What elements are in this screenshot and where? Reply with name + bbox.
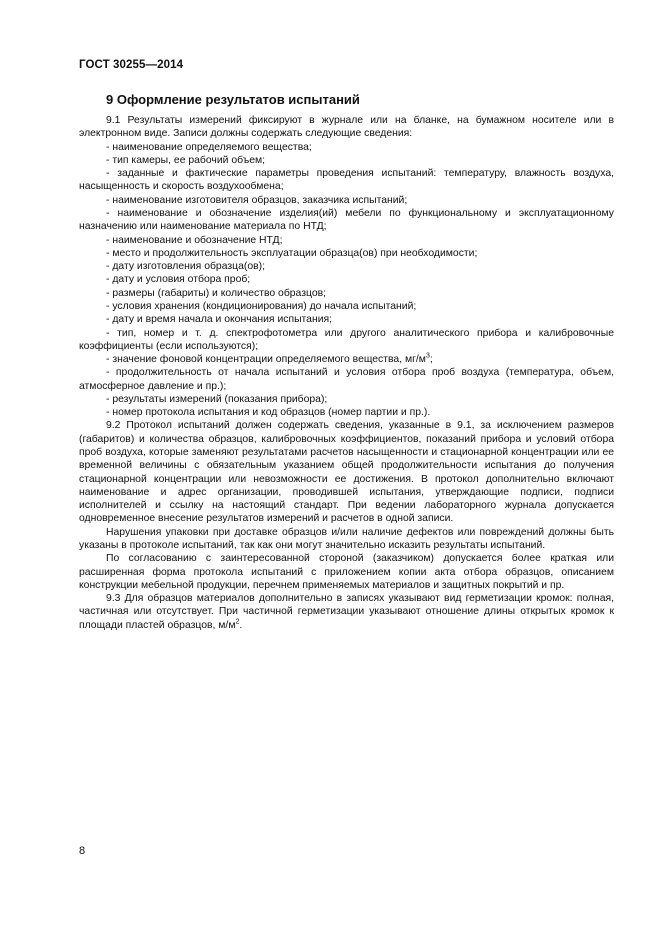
list-item: - результаты измерений (показания прибора); bbox=[106, 393, 328, 405]
punctuation: . bbox=[239, 619, 243, 631]
list-item: - номер протокола испытания и код образцов (номер партии и пр.). bbox=[106, 407, 431, 419]
section-title: 9 Оформление результатов испытаний bbox=[106, 92, 360, 107]
list-item: - заданные и фактические параметры проведения испытаний: температуру, влажность воздуха, насыщенность и скорость воздухообмена; bbox=[79, 168, 614, 193]
list-item: - условия хранения (кондиционирования) до начала испытаний; bbox=[106, 300, 417, 312]
page-number: 8 bbox=[79, 845, 86, 857]
list-item: - наименование и обозначение изделия(ий) мебели по функциональному и эксплуатационному назначению или наименование материала по НТД; bbox=[79, 207, 614, 233]
punctuation: ; bbox=[429, 354, 433, 366]
list-item: - продолжительность от начала испытаний и условия отбора проб воздуха (температура, объем, атмосферное давление и пр.); bbox=[79, 367, 614, 392]
paragraph-9-1: 9.1 Результаты измерений фиксируют в журнале или на бланке, на бумажном носителе или в электронном виде. Записи должны содержать следующие сведения: bbox=[79, 115, 614, 140]
list-item: - наименование изготовителя образцов, заказчика испытаний; bbox=[106, 194, 408, 206]
superscript: 3 bbox=[425, 352, 430, 360]
paragraph-9-3 bbox=[79, 592, 614, 632]
list-item: - наименование определяемого вещества; bbox=[106, 141, 312, 153]
paragraph-text: 9.3 Для образцов материалов дополнительно в записях указывают вид герметизации кромок: полная, частичная или отсутствует. При частичной герметизации указывают отношение длины открытых кромок к площади пластей образцов, м/м bbox=[79, 593, 614, 631]
paragraph: Нарушения упаковки при доставке образцов и/или наличие дефектов или повреждений должны быть указаны в протоколе испытаний, так как они могут значительно исказить результаты испытаний. bbox=[79, 526, 614, 551]
paragraph: По согласованию с заинтересованной стороной (заказчиком) допускается более краткая или расширенная форма протокола испытаний с приложением копии акта отбора образцов, описанием конструкции мебельной продукции, перечнем применяемых материалов и защитных покрытий и пр. bbox=[79, 553, 614, 591]
list-item bbox=[79, 353, 614, 366]
list-item: - тип камеры, ее рабочий объем; bbox=[106, 154, 266, 166]
list-item: - дату и время начала и окончания испытания; bbox=[106, 314, 333, 326]
list-item: - тип, номер и т. д. спектрофотометра или другого аналитического прибора и калибровочные коэффициенты (если используются); bbox=[79, 327, 614, 352]
body-text bbox=[79, 114, 614, 632]
list-item: - место и продолжительность эксплуатации образца(ов) при необходимости; bbox=[106, 247, 478, 259]
list-item: - дату и условия отбора проб; bbox=[106, 274, 251, 286]
list-item: - размеры (габариты) и количество образцов; bbox=[106, 287, 326, 299]
list-item-text: - значение фоновой концентрации определяемого вещества, мг/м bbox=[106, 354, 426, 366]
superscript: 2 bbox=[235, 618, 240, 626]
list-item: - наименование и обозначение НТД; bbox=[106, 234, 283, 246]
paragraph-9-2: 9.2 Протокол испытаний должен содержать сведения, указанные в 9.1, за исключением размеров (габаритов) и количества образцов, калибровочных коэффициентов, показаний прибора и условий отбора проб воздуха, которые заменяют результатами расчетов насыщенности и стационарной концентрации или ее временной величины с обязательным указанием общей продолжительности испытания до получения стационарной концентрации или невозможности ее достижения. В протокол дополнительно включают наименование и адрес организации, проводившей испытания, утверждающие подписи, подписи исполнителей и ссылку на настоящий стандарт. При ведении лабораторного журнала допускается одновременное внесение результатов измерений и расчетов в одной записи. bbox=[79, 420, 614, 525]
document-header: ГОСТ 30255—2014 bbox=[79, 59, 184, 71]
list-item: - дату изготовления образца(ов); bbox=[106, 261, 265, 273]
